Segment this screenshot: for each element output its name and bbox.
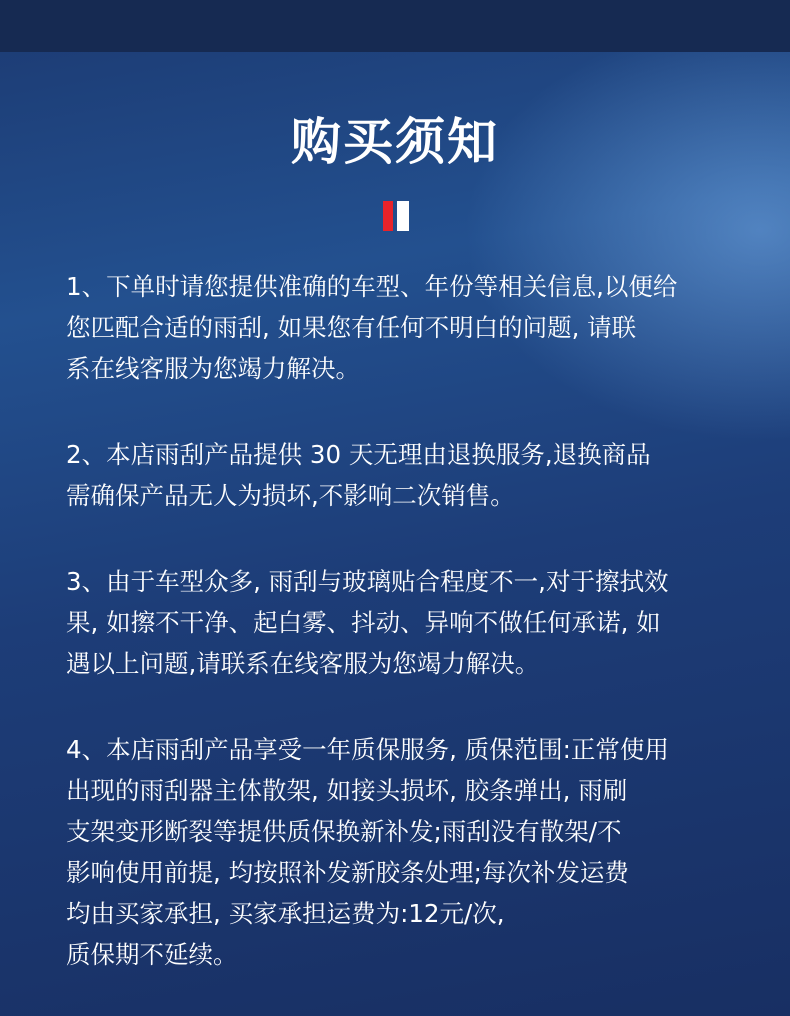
- notice-line: 系在线客服为您竭力解决。: [66, 354, 360, 383]
- notice-line: 4、本店雨刮产品享受一年质保服务, 质保范围:正常使用: [66, 735, 669, 764]
- notice-line: 1、下单时请您提供准确的车型、年份等相关信息,以便给: [66, 272, 678, 301]
- notice-line: 果, 如擦不干净、起白雾、抖动、异响不做任何承诺, 如: [66, 608, 661, 637]
- notice-line: 质保期不延续。: [66, 940, 238, 969]
- notice-paragraph-1: [66, 266, 738, 389]
- notice-line: 支架变形断裂等提供质保换新补发;雨刮没有散架/不: [66, 817, 622, 846]
- notice-content: [66, 266, 738, 1016]
- notice-line: 需确保产品无人为损坏,不影响二次销售。: [66, 481, 515, 510]
- notice-line: 遇以上问题,请联系在线客服为您竭力解决。: [66, 649, 540, 678]
- notice-line: 您匹配合适的雨刮, 如果您有任何不明白的问题, 请联: [66, 313, 637, 342]
- page-title: 购买须知: [291, 113, 499, 171]
- notice-line: 均由买家承担, 买家承担运费为:12元/次,: [66, 899, 505, 928]
- notice-line: 3、由于车型众多, 雨刮与玻璃贴合程度不一,对于擦拭效: [66, 567, 669, 596]
- notice-paragraph-4: [66, 729, 738, 975]
- top-band: [0, 0, 790, 52]
- notice-paragraph-2: [66, 434, 738, 516]
- flag-white-stripe: [397, 201, 409, 231]
- notice-paragraph-3: [66, 561, 738, 684]
- flag-red-stripe: [383, 201, 393, 231]
- flag-divider-icon: [383, 201, 411, 231]
- notice-line: 影响使用前提, 均按照补发新胶条处理;每次补发运费: [66, 858, 629, 887]
- notice-line: 出现的雨刮器主体散架, 如接头损坏, 胶条弹出, 雨刷: [66, 776, 628, 805]
- notice-line: 2、本店雨刮产品提供 30 天无理由退换服务,退换商品: [66, 440, 651, 469]
